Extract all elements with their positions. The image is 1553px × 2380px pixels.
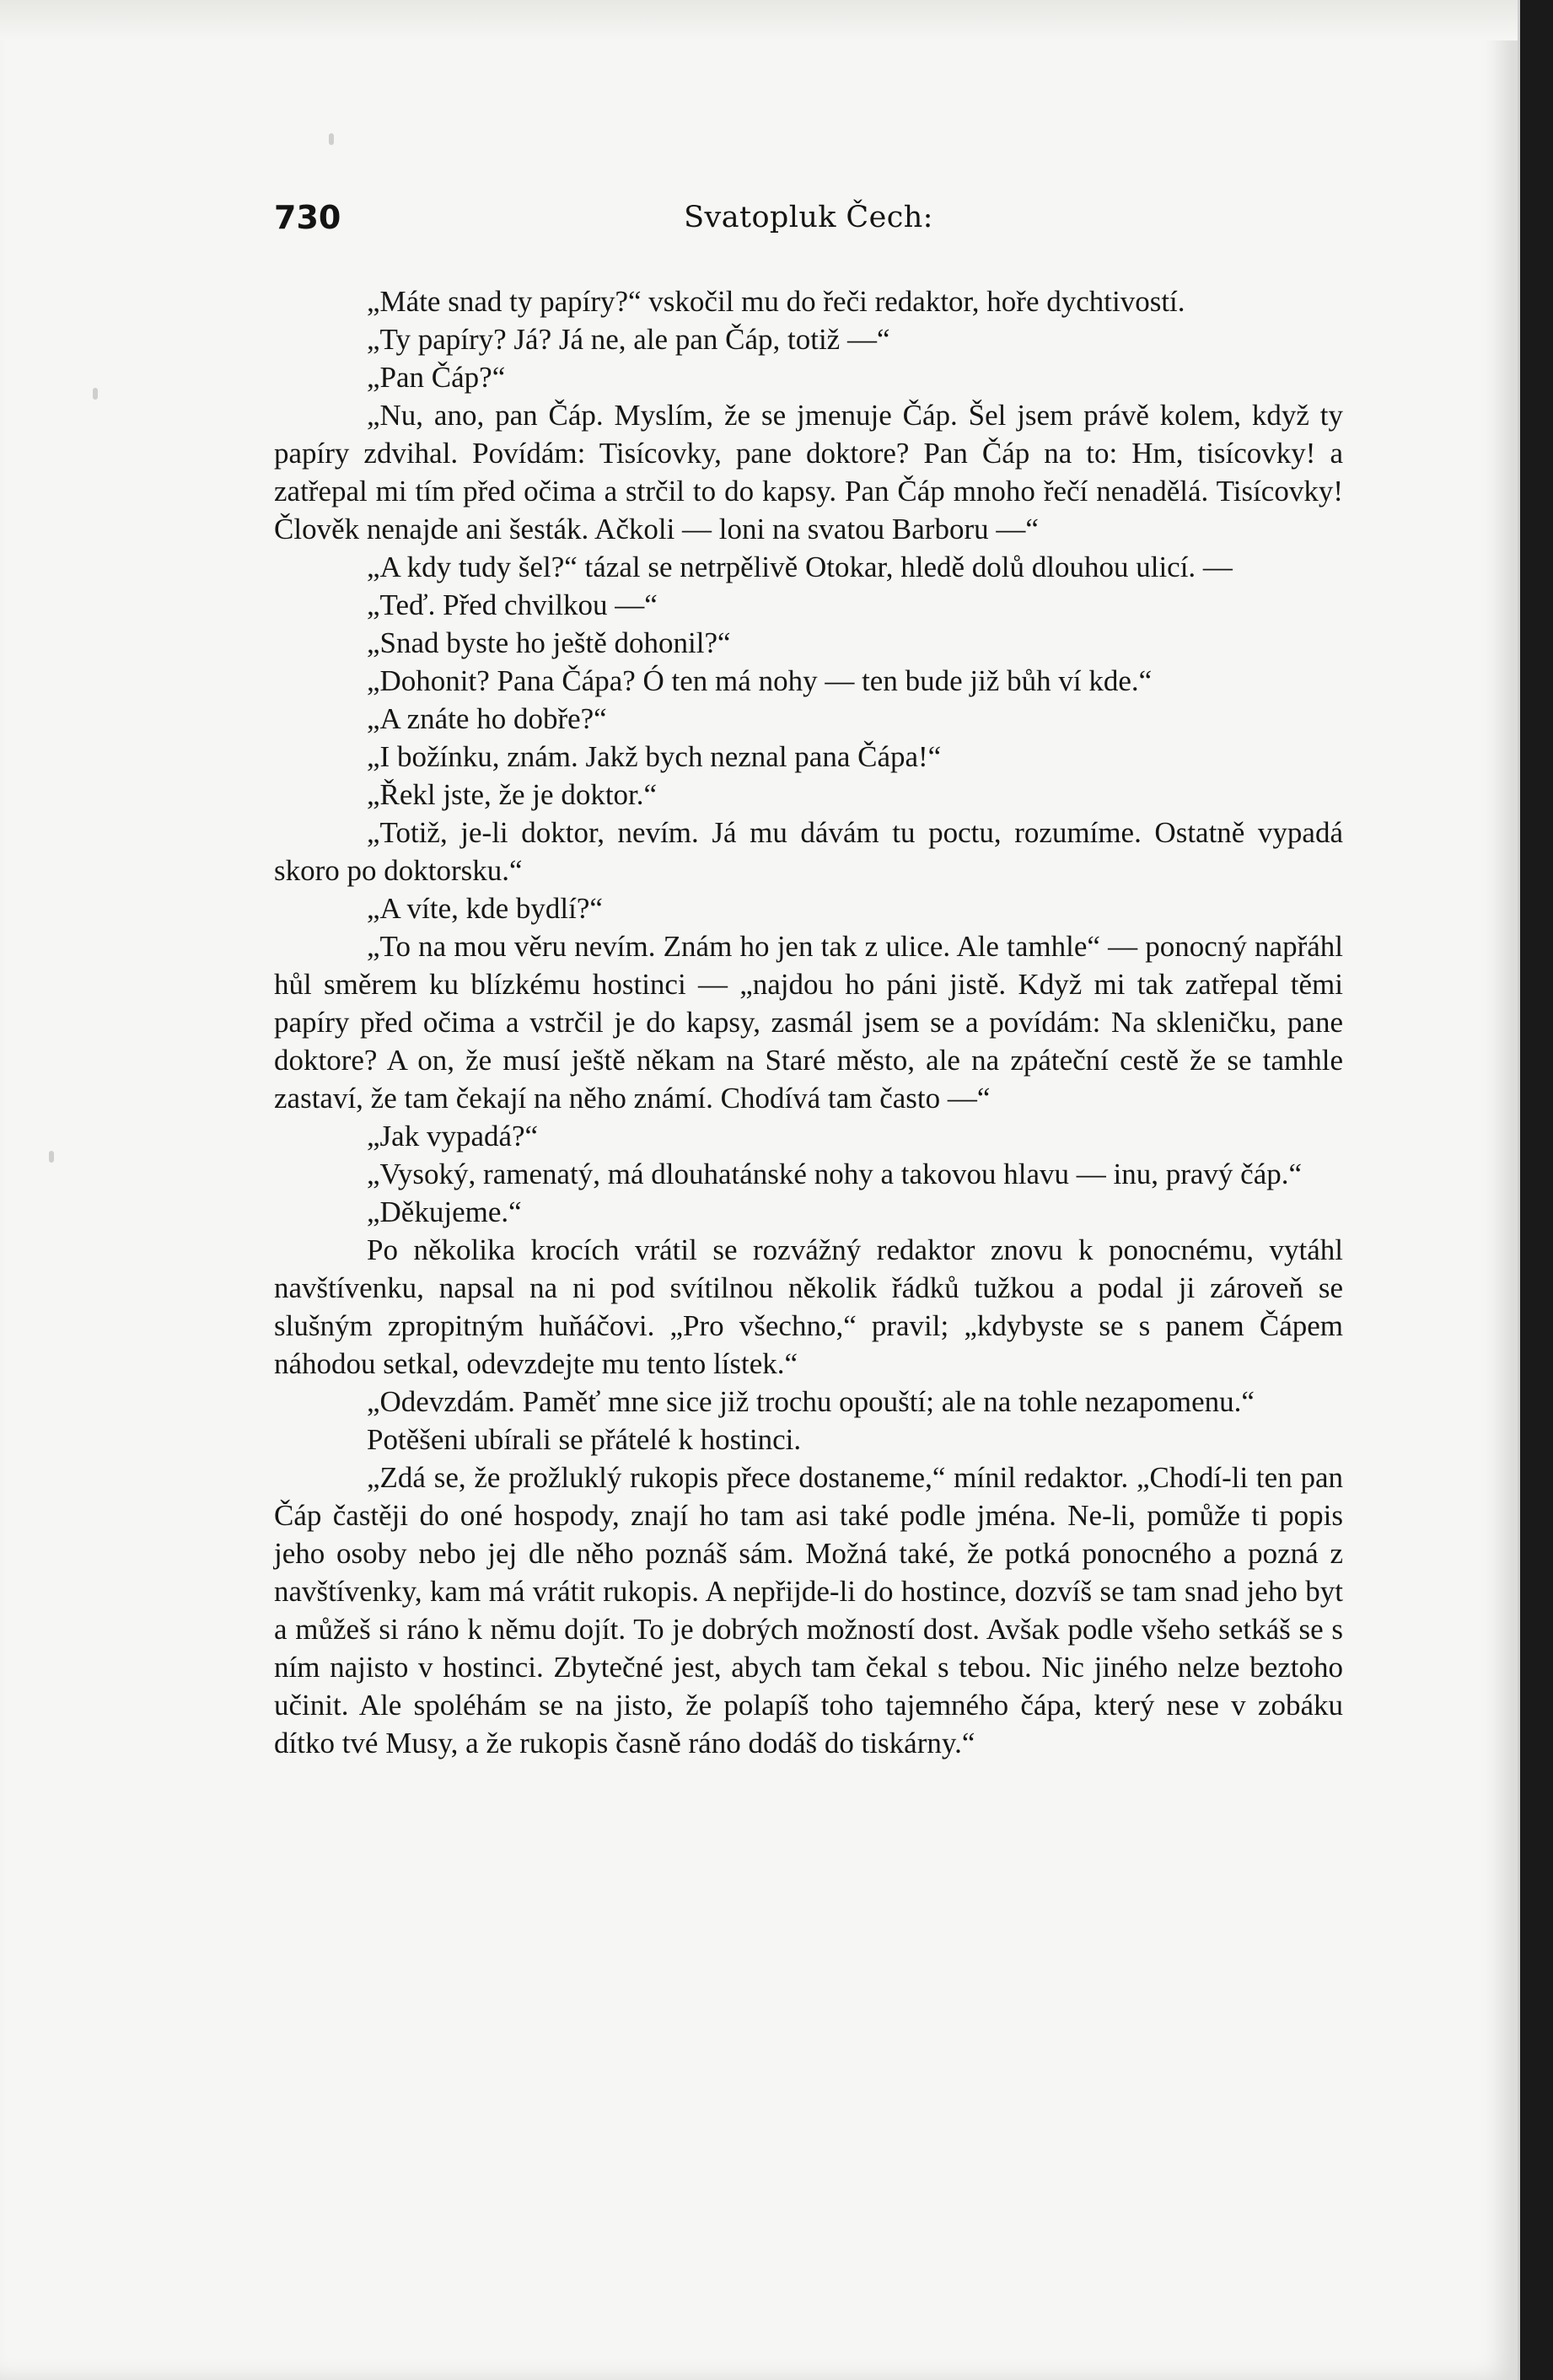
paragraph: „I božínku, znám. Jakž bych neznal pana Čápa!“: [367, 740, 942, 773]
paragraph: „To na mou věru nevím. Znám ho jen tak z ulice. Ale tamhle“ — ponocný napřáhl hůl směrem ku blízkému hostinci — „najdou ho páni jistě. Když mi tak zatřepal těmi papíry před očima a vstrčil je do kapsy, zasmál jsem se a povídám: Na skleničku, pane doktore? A on, že musí ještě někam na Staré město, ale na zpáteční cestě že se tamhle zastaví, že tam čekají na něho známí. Chodívá tam často —“: [274, 930, 1343, 1115]
paragraph: „Děkujeme.“: [367, 1195, 522, 1228]
paragraph: „Totiž, je-li doktor, nevím. Já mu dávám tu poctu, rozumíme. Ostatně vypadá skoro po doktorsku.“: [274, 816, 1343, 887]
paragraph: „Máte snad ty papíry?“ vskočil mu do řeči redaktor, hoře dychtivostí.: [367, 285, 1185, 318]
paragraph: „A víte, kde bydlí?“: [367, 892, 603, 925]
paragraph: „Dohonit? Pana Čápa? Ó ten má nohy — ten bude již bůh ví kde.“: [367, 664, 1153, 697]
paragraph: „Snad byste ho ještě dohonil?“: [367, 626, 731, 659]
page-speck-mark: [93, 388, 98, 400]
paragraph: Potěšeni ubírali se přátelé k hostinci.: [367, 1423, 802, 1456]
paragraph: „Vysoký, ramenatý, má dlouhatánské nohy a takovou hlavu — inu, pravý čáp.“: [367, 1158, 1303, 1190]
paragraph: „Teď. Před chvilkou —“: [367, 588, 658, 621]
paragraph: „Zdá se, že prožluklý rukopis přece dostaneme,“ mínil redaktor. „Chodí-li ten pan Čáp častěji do oné hospody, znají ho tam asi také podle jména. Ne-li, pomůže ti popis jeho osoby nebo jej dle něho poznáš sám. Možná také, že potká ponocného a pozná z navštívenky, kam má vrátit rukopis. A nepřijde-li do hostince, dozvíš se tam snad jeho byt a můžeš si ráno k němu dojít. To je dobrých možností dost. Avšak podle všeho setkáš se s ním najisto v hostinci. Zbytečné jest, abych tam čekal s tebou. Nic jiného nelze beztoho učinit. Ale spoléhám se na jisto, že polapíš toho tajemného čápa, který nese v zobáku dítko tvé Musy, a že rukopis časně ráno dodáš do tiskárny.“: [274, 1461, 1343, 1759]
paragraph: „Ty papíry? Já? Já ne, ale pan Čáp, totiž —“: [367, 323, 890, 356]
paragraph: „Odevzdám. Paměť mne sice již trochu opouští; ale na tohle nezapomenu.“: [367, 1385, 1255, 1418]
running-head: Svatopluk Čech:: [684, 201, 933, 234]
page-header: [274, 199, 1343, 250]
paragraph: „A znáte ho dobře?“: [367, 702, 607, 735]
paragraph: „Nu, ano, pan Čáp. Myslím, že se jmenuje Čáp. Šel jsem právě kolem, když ty papíry zdvihal. Povídám: Tisícovky, pane doktore? Pan Čáp na to: Hm, tisícovky! a zatřepal mi tím před očima a strčil to do kapsy. Pan Čáp mnoho řečí nenadělá. Tisícovky! Člověk nenajde ani šesták. Ačkoli — loni na svatou Barboru —“: [274, 399, 1343, 545]
page-number: 730: [274, 199, 341, 236]
paragraph: „Pan Čáp?“: [367, 361, 506, 394]
page-speck-mark: [49, 1151, 54, 1163]
paragraph: „Řekl jste, že je doktor.“: [367, 778, 658, 811]
body-text: [274, 282, 1343, 1762]
page-top-shadow: [0, 0, 1518, 40]
page-speck-mark: [329, 133, 334, 145]
paragraph: „A kdy tudy šel?“ tázal se netrpělivě Otokar, hledě dolů dlouhou ulicí. —: [367, 551, 1233, 583]
paragraph: Po několika krocích vrátil se rozvážný redaktor znovu k ponocnému, vytáhl navštívenku, napsal na ni pod svítilnou několik řádků tužkou a podal ji zároveň se slušným zpropitným huňáčovi. „Pro všechno,“ pravil; „kdybyste se s panem Čápem náhodou setkal, odevzdejte mu tento lístek.“: [274, 1233, 1343, 1380]
paragraph: „Jak vypadá?“: [367, 1120, 539, 1152]
